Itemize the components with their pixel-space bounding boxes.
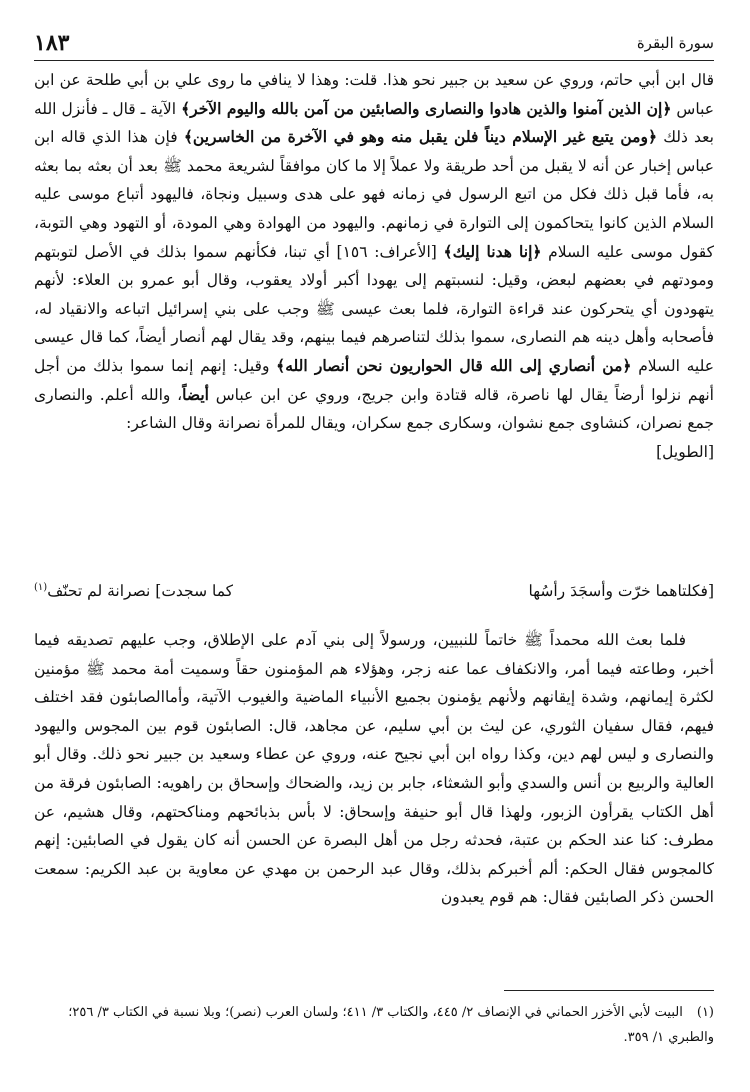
tafsir-passage-1 (34, 66, 714, 466)
quran-verse: ﴿ومن يتبع غير الإسلام ديناً فلن يقبل منه وهو في الآخرة من الخاسرين﴾ (183, 127, 658, 147)
paragraph: فلما بعث الله محمداً ﷺ خاتماً للنبيين، ورسولاً إلى بني آدم على الإطلاق، وجب عليهم تصديقه فيما أخبر، وطاعته فيما أمر، والانكفاف عما عنه زجر، وهؤلاء هم المؤمنون حقاً وسميت أمة محمد ﷺ مؤمنين لكثرة إيمانهم، وشدة إيقانهم ولأنهم يؤمنون بجميع الأنبياء الماضية والغيوب الآتية، وأماالصابئون فقد اختلف فيهم، فقال سفيان الثوري، عن ليث بن أبي سليم، عن مجاهد، قال: الصابئون قوم بين المجوس واليهود والنصارى و ليس لهم دين، وكذا رواه ابن أبي نجيح عنه، وروي عن عطاء وسعيد بن جبير نحو ذلك. وقال أبو العالية والربيع بن أنس والسدي وأبو الشعثاء، جابر بن زيد، والضحاك وإسحاق بن راهويه: الصابئون فرقة من أهل الكتاب يقرأون الزبور، ولهذا قال أبو حنيفة وإسحاق: لا بأس بذبائحهم ومناكحتهم، وقال هشيم، عن مطرف: كنا عند الحكم بن عتبة، فحدثه رجل من أهل البصرة عن الحسن أنه كان يقول في الصابئين: إنهم كالمجوس فقال الحكم: ألم أخبركم بذلك، وقال عبد الرحمن بن مهدي عن معاوية بن عبد الكريم: سمعت الحسن ذكر الصابئين فقال: هم قوم يعبدون (34, 631, 714, 907)
quran-verse: ﴿من أنصاري إلى الله قال الحواريون نحن أنصار الله﴾ (276, 355, 632, 375)
tafsir-passage-2 (34, 626, 714, 912)
emphasis: أيضاً (182, 384, 209, 404)
text-run: وقيل: إنهم إنما سموا بذلك من أجل أنهم نزلوا أرضاً يقال لها ناصرة، قاله قتادة وابن جريج، وروي عن ابن عباس (34, 356, 714, 404)
footnote-divider (504, 990, 714, 991)
footnote-text: البيت لأبي الأخزر الحماني في الإنصاف ٢/ ٤٤٥، والكتاب ٣/ ٤١١؛ ولسان العرب (نصر)؛ وبلا نسبة في الكتاب ٣/ ٢٥٦؛ والطبري ١/ ٣٥٩. (68, 1005, 714, 1045)
footnote-number: (١) (696, 1005, 714, 1020)
poem-meter: [الطويل] (656, 442, 714, 461)
poem-hemistich-first: [فكلتاهما خرّت وأسجَدَ رأسُها (528, 582, 714, 600)
quran-verse: ﴿إن الذين آمنوا والذين هادوا والنصارى والصابئين من آمن بالله واليوم الآخر﴾ (181, 98, 672, 118)
surah-title: سورة البقرة (636, 34, 714, 52)
text-run: فإن هذا الذي قاله ابن عباس إخبار عن أنه لا يقبل من أحد طريقة ولا عملاً إلا ما كان موافقاً لشريعة محمد ﷺ بعد أن بعثه بما بعثه به، فأما قبل ذلك فكل من اتبع الرسول في زمانه فهو على هدى وسبيل ونجاة، فاليهود أتباع موسى عليه السلام الذين كانوا يتحاكمون إلى التوارة في زمانهم. واليهود من الهوادة وهي المودة، أو التهود وهي التوبة، كقول موسى عليه السلام (34, 128, 714, 261)
text-run: ، والله أعلم. والنصارى جمع نصران، كنشاوى جمع نشوان، وسكارى جمع سكران، ويقال للمرأة نصرانة وقال الشاعر: (34, 385, 714, 433)
text-run: قال ابن أبي حاتم، وروي عن سعيد بن جبير نحو هذا. قلت: وهذا لا ينافي ما روى علي بن أبي طلحة عن ابن عباس (34, 71, 714, 118)
quran-verse: ﴿إنا هدنا إليك﴾ (443, 241, 542, 261)
page-number: ١٨٣ (34, 30, 70, 56)
footnote-ref: (١) (34, 582, 48, 593)
text-run: الآية ـ قال ـ فأنزل الله بعد ذلك (34, 99, 714, 147)
text-run: [الأعراف: ١٥٦] أي تبنا، فكأنهم سموا بذلك في الأصل لتوبتهم ومودتهم في بعضهم لبعض، وقيل: لنسبتهم إلى يهودا أكبر أولاد يعقوب، وقال أبو عمرو بن العلاء: لأنهم يتهودون أي يتحركون عند قراءة التوارة، فلما بعث عيسى ﷺ وجب على بني إسرائيل اتباعه والانقياد له، فأصحابه وأهل دينه هم النصارى، سموا بذلك لتناصرهم فيما بينهم، وقد يقال لهم أنصار أيضاً، كما قال عيسى عليه السلام (34, 242, 714, 375)
poem-hemistich-text: كما سجدت] نصرانة لم تحنّف (47, 582, 234, 601)
poem-verse (34, 582, 714, 612)
poem-hemistich-second (34, 582, 233, 600)
paragraph (34, 66, 714, 438)
footnote (34, 1000, 714, 1050)
page-header (34, 30, 714, 61)
